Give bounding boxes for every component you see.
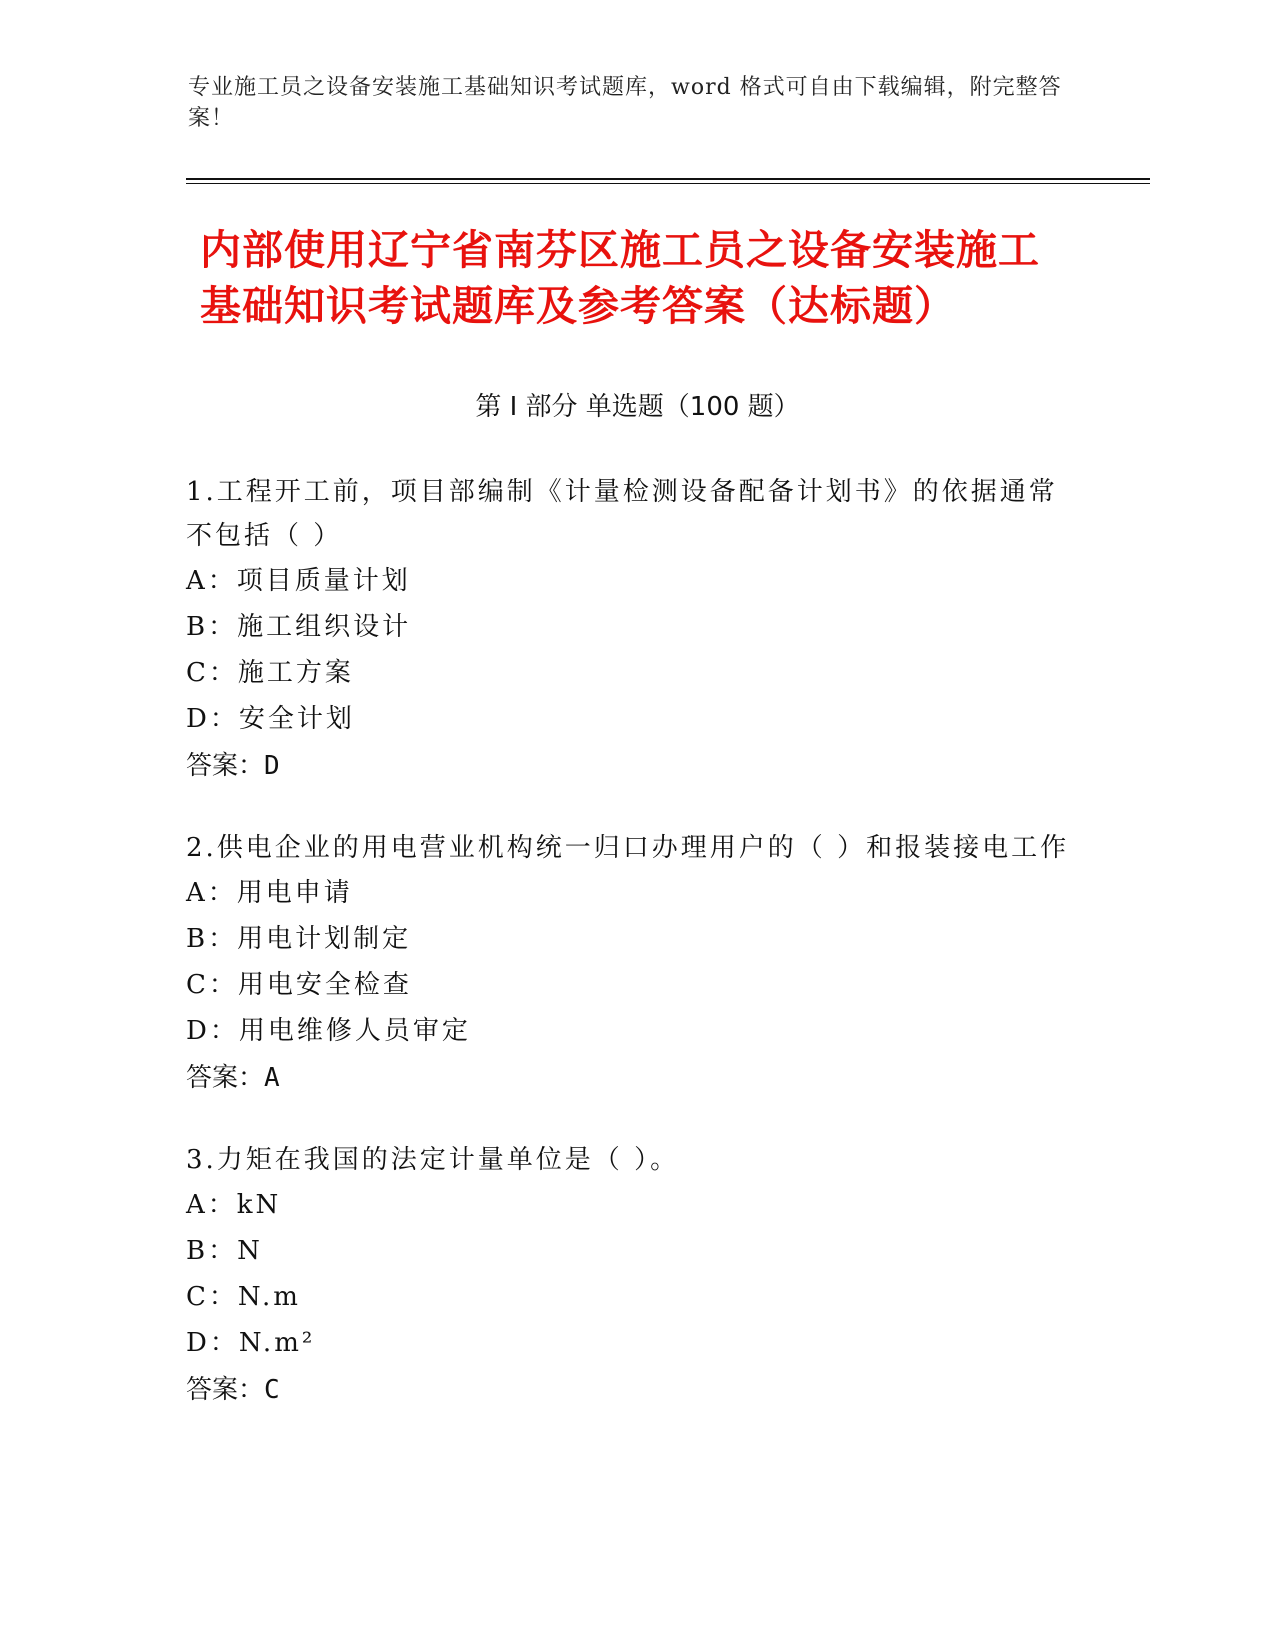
option-a: A：kN <box>186 1190 282 1220</box>
answer-line <box>186 1054 1086 1102</box>
question-1 <box>186 470 1086 790</box>
answer-value: C <box>264 1375 280 1405</box>
answer-label: 答案： <box>186 751 265 781</box>
answer-label: 答案： <box>186 1063 265 1093</box>
option-a: A：用电申请 <box>186 878 353 908</box>
option-b: B：施工组织设计 <box>186 612 412 642</box>
question-list <box>186 470 1086 1450</box>
answer-label: 答案： <box>186 1375 265 1405</box>
option-a: A：项目质量计划 <box>186 566 411 596</box>
answer-line <box>186 1366 1086 1414</box>
option-c: C：N.m <box>186 1282 301 1312</box>
option-c: C：施工方案 <box>186 658 354 688</box>
option-c: C：用电安全检查 <box>186 970 412 1000</box>
question-2 <box>186 826 1086 1102</box>
option-d: D：用电维修人员审定 <box>186 1016 471 1046</box>
section-title: 第 I 部分 单选题（100 题） <box>475 392 800 422</box>
answer-line <box>186 742 1086 790</box>
option-d: D：安全计划 <box>186 704 355 734</box>
question-stem: 1.工程开工前，项目部编制《计量检测设备配备计划书》的依据通常不包括（ ） <box>186 477 1058 551</box>
answer-value: A <box>264 1063 280 1093</box>
question-stem: 2.供电企业的用电营业机构统一归口办理用户的（ ）和报装接电工作 <box>186 833 1070 863</box>
option-b: B：N <box>186 1236 263 1266</box>
header-rule-thick <box>186 178 1150 180</box>
option-b: B：用电计划制定 <box>186 924 412 954</box>
header-note: 专业施工员之设备安装施工基础知识考试题库，word 格式可自由下载编辑，附完整答案！ <box>188 75 1062 131</box>
document-title: 内部使用辽宁省南芬区施工员之设备安装施工基础知识考试题库及参考答案（达标题） <box>200 226 1040 330</box>
option-d: D：N.m² <box>186 1328 316 1358</box>
question-stem: 3.力矩在我国的法定计量单位是（ ）。 <box>186 1145 680 1175</box>
header-rule-thin <box>186 183 1150 184</box>
answer-value: D <box>264 751 280 781</box>
question-3 <box>186 1138 1086 1414</box>
